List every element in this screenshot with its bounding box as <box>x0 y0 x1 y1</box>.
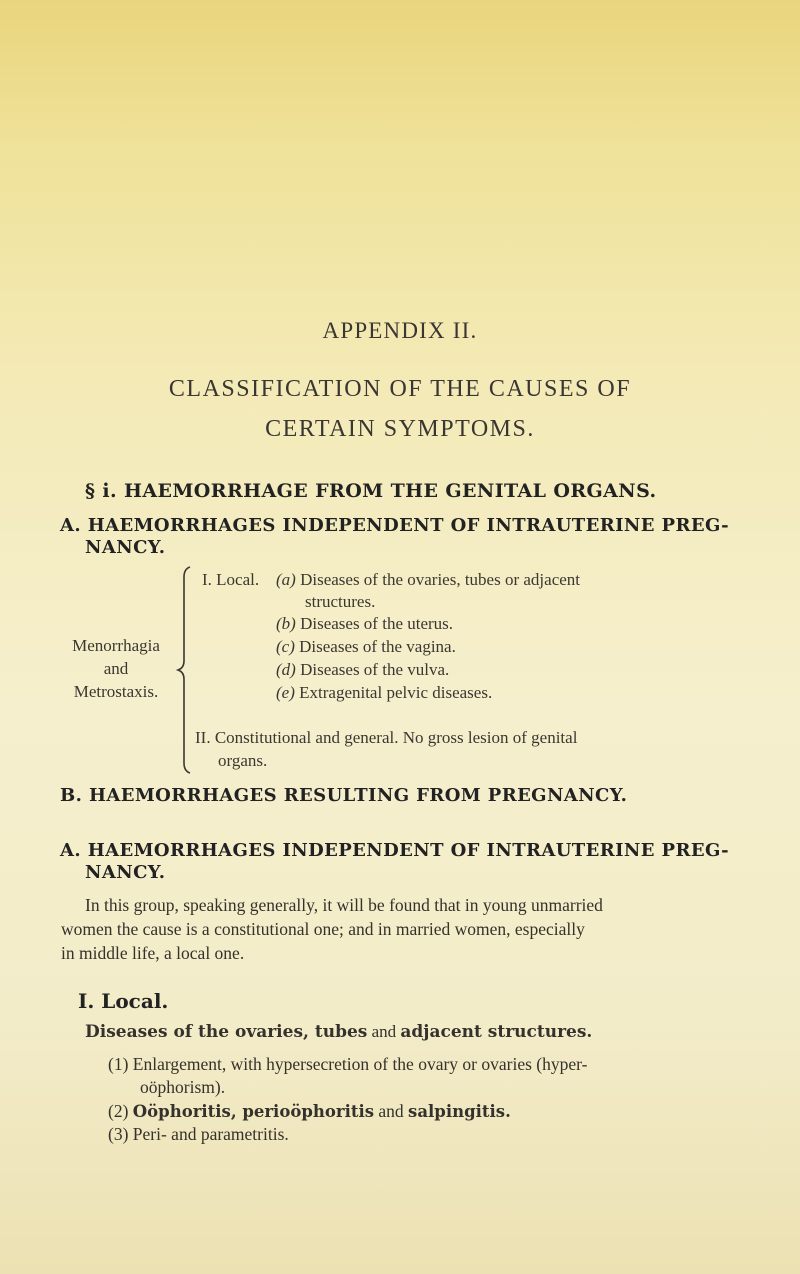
curly-brace-icon <box>176 565 196 775</box>
item-d <box>276 660 449 680</box>
item-a-continuation: structures. <box>305 592 376 611</box>
list-item-3 <box>108 1124 289 1145</box>
item-e <box>276 683 492 703</box>
table-heading-b: B. HAEMORRHAGES RESULTING FROM PREGNANCY. <box>60 785 628 806</box>
paragraph-line-1: In this group, speaking generally, it will be found that in young unmarried <box>85 895 603 915</box>
paragraph-line-2: women the cause is a constitutional one; and in married women, especially <box>61 919 585 939</box>
item-letter: (c) <box>276 637 295 656</box>
document-title-line-1: CLASSIFICATION OF THE CAUSES OF <box>168 376 632 402</box>
list-item-1-continuation: oöphorism). <box>140 1077 226 1097</box>
section-heading: § i. HAEMORRHAGE FROM THE GENITAL ORGANS. <box>85 480 657 502</box>
list-rest-text: salpingitis. <box>408 1102 511 1121</box>
item-text: Diseases of the vulva. <box>300 660 450 679</box>
table-heading-a-line-2: NANCY. <box>85 537 166 558</box>
list-number: (2) <box>108 1101 129 1121</box>
table-heading-a-line-1: A. HAEMORRHAGES INDEPENDENT OF INTRAUTERINE PREG- <box>60 515 729 536</box>
item-a <box>276 570 580 590</box>
item-letter: (e) <box>276 683 295 702</box>
subheading-rest: adjacent structures. <box>400 1022 593 1042</box>
list-item-1 <box>108 1054 587 1075</box>
item-text: Diseases of the uterus. <box>300 614 454 633</box>
item-text: Extragenital pelvic diseases. <box>299 683 493 702</box>
item-b <box>276 614 453 634</box>
list-text: Enlargement, with hypersecretion of the ovary or ovaries (hyper- <box>132 1054 588 1074</box>
side-label-metrostaxis: Metrostaxis. <box>73 682 159 701</box>
list-text: Peri- and parametritis. <box>132 1124 289 1144</box>
list-item-2 <box>108 1101 511 1122</box>
appendix-title: APPENDIX II. <box>322 318 478 343</box>
constitutional-line-2: organs. <box>218 751 268 770</box>
list-bold-text: Oöphoritis, perioöphoritis <box>132 1102 375 1121</box>
item-letter: (b) <box>276 614 296 633</box>
item-c <box>276 637 456 657</box>
constitutional-line-1: II. Constitutional and general. No gross lesion of genital <box>195 728 578 747</box>
item-letter: (d) <box>276 660 296 679</box>
local-label: I. Local. <box>202 570 260 589</box>
item-text: Diseases of the ovaries, tubes or adjacent <box>300 570 581 589</box>
list-and: and <box>378 1101 404 1121</box>
subheading-bold: Diseases of the ovaries, tubes <box>85 1022 368 1042</box>
item-text: Diseases of the vagina. <box>299 637 456 656</box>
local-heading: I. Local. <box>78 989 169 1013</box>
paragraph-line-3: in middle life, a local one. <box>61 943 245 963</box>
side-label-and: and <box>103 659 129 678</box>
section-a-heading-line-1: A. HAEMORRHAGES INDEPENDENT OF INTRAUTERINE PREG- <box>60 840 729 861</box>
list-number: (1) <box>108 1054 129 1074</box>
side-label-menorrhagia: Menorrhagia <box>72 636 160 655</box>
local-subheading <box>85 1022 592 1042</box>
item-letter: (a) <box>276 570 296 589</box>
list-number: (3) <box>108 1124 129 1144</box>
subheading-and: and <box>371 1022 397 1041</box>
document-title-line-2: CERTAIN SYMPTOMS. <box>265 416 535 442</box>
section-a-heading-line-2: NANCY. <box>85 862 166 883</box>
